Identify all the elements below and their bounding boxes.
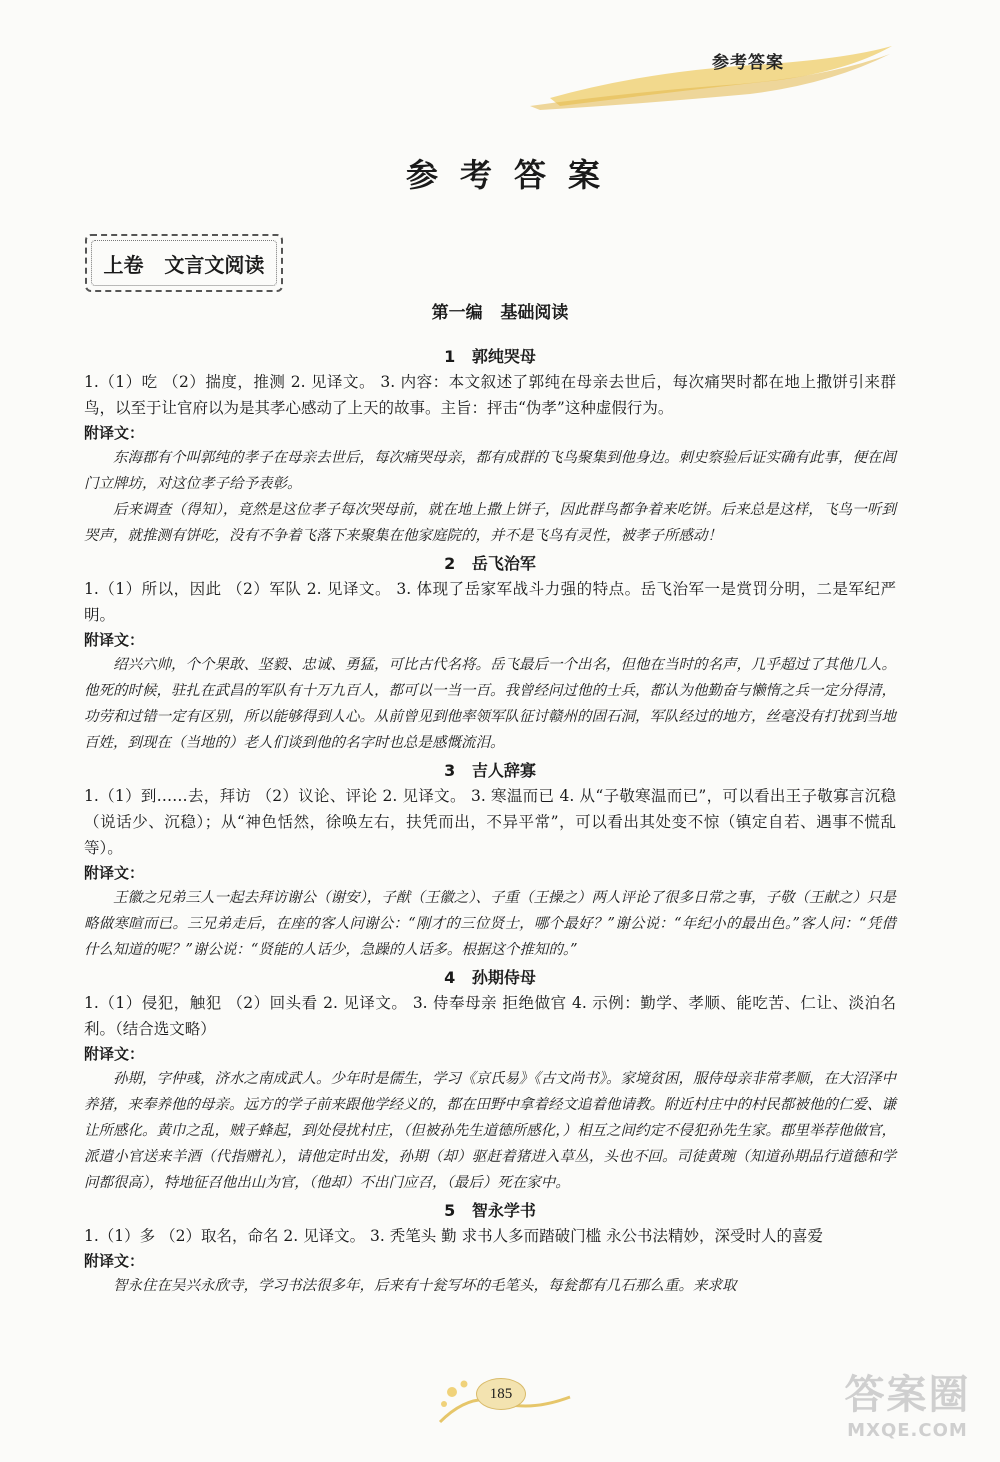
translation-paragraph: 孙期，字仲彧，济水之南成武人。少年时是儒生，学习《京氏易》《古文尚书》。家境贫困，服侍母亲非常孝顺，在大沼泽中养猪，来奉养他的母亲。远方的学子前来跟他学经义的，都在田野中拿着经文追着他请教。附近村庄中的村民都被他的仁爱、谦让所感化。黄巾之乱，贼子蜂起，到处侵扰村庄，（但被孙先生道德所感化，）相互之间约定不侵犯孙先生家。郡里举荐他做官，派遣小官送来羊酒（代指赠礼），请他定时出发，孙期（却）驱赶着猪进入草丛，头也不回。司徒黄琬（知道孙期品行道德和学问都很高），特地征召他出山为官，（他却）不出门应召，（最后）死在家中。 (84, 1071, 896, 1191)
lesson-title: 4 孙期侍母 (444, 968, 536, 987)
translation-label: 附译文： (84, 1252, 145, 1270)
section-box (85, 234, 283, 292)
lesson-answer: 1.（1）所以，因此 （2）军队 2. 见译文。 3. 体现了岳家军战斗力强的特点。岳飞治军一是赏罚分明，二是军纪严明。 (84, 580, 896, 624)
header-label: 参考答案 (712, 53, 784, 73)
answer-content (84, 342, 896, 1299)
watermark-text: 答案圈 (844, 1372, 971, 1418)
lesson-title: 1 郭纯哭母 (444, 347, 536, 366)
translation-label: 附译文： (84, 631, 145, 649)
lesson-answer: 1.（1）到……去，拜访 （2）议论、评论 2. 见译文。 3. 寒温而已 4. 从“子敬寒温而已”，可以看出王子敬寡言沉稳（说话少、沉稳）；从“神色恬然，徐唤左右，扶凭而出，不异平常”，可以看出其处变不惊（镇定自若、遇事不慌乱等）。 (84, 787, 896, 857)
translation-paragraph: 智永住在吴兴永欣寺，学习书法很多年，后来有十瓮写坏的毛笔头，每瓮都有几石那么重。来求取 (113, 1278, 737, 1294)
section-label: 上卷 文言文阅读 (103, 253, 265, 277)
lesson-title: 3 吉人辞寡 (444, 761, 536, 780)
watermark-url: MXQE.COM (847, 1420, 968, 1441)
lesson-title: 5 智永学书 (444, 1201, 536, 1220)
lesson-answer: 1.（1）吃 （2）揣度，推测 2. 见译文。 3. 内容：本文叙述了郭纯在母亲去世后，每次痛哭时都在地上撒饼引来群鸟，以至于让官府以为是其孝心感动了上天的故事。主旨：抨击“伪孝”这种虚假行为。 (84, 373, 896, 417)
translation-paragraph: 东海郡有个叫郭纯的孝子在母亲去世后，每次痛哭母亲，都有成群的飞鸟聚集到他身边。刺史察验后证实确有此事，便在闾门立牌坊，对这位孝子给予表彰。 (84, 450, 896, 492)
translation-label: 附译文： (84, 1045, 145, 1063)
lesson-2 (84, 551, 896, 756)
lesson-title: 2 岳飞治军 (444, 554, 536, 573)
translation-paragraph: 王徽之兄弟三人一起去拜访谢公（谢安），子猷（王徽之）、子重（王操之）两人评论了很多日常之事，子敬（王献之）只是略做寒暄而已。三兄弟走后，在座的客人问谢公：“刚才的三位贤士，哪个最好？”谢公说：“年纪小的最出色。”客人问：“凭借什么知道的呢？”谢公说：“贤能的人话少，急躁的人话多。根据这个推知的。” (84, 890, 896, 958)
lesson-1 (84, 344, 896, 549)
lesson-5 (84, 1198, 896, 1299)
lesson-answer: 1.（1）多 （2）取名，命名 2. 见译文。 3. 秃笔头 勤 求书人多而踏破门槛 永公书法精妙，深受时人的喜爱 (84, 1227, 824, 1245)
page-title: 参考答案 (405, 156, 622, 194)
translation-label: 附译文： (84, 864, 145, 882)
lesson-answer: 1.（1）侵犯，触犯 （2）回头看 2. 见译文。 3. 侍奉母亲 拒绝做官 4. 示例：勤学、孝顺、能吃苦、仁让、淡泊名利。（结合选文略） (84, 994, 896, 1038)
lesson-4 (84, 965, 896, 1196)
translation-paragraph: 后来调查（得知），竟然是这位孝子每次哭母前，就在地上撒上饼子，因此群鸟都争着来吃饼。后来总是这样，飞鸟一听到哭声，就推测有饼吃，没有不争着飞落下来聚集在他家庭院的，并不是飞鸟有灵性，被孝子所感动！ (84, 502, 896, 544)
page-number: 185 (476, 1378, 526, 1410)
translation-paragraph: 绍兴六帅，个个果敢、坚毅、忠诚、勇猛，可比古代名将。岳飞最后一个出名，但他在当时的名声，几乎超过了其他几人。他死的时候，驻扎在武昌的军队有十万九百人，都可以一当一百。我曾经问过他的士兵，都认为他勤奋与懒惰之兵一定分得清，功劳和过错一定有区别，所以能够得到人心。从前曾见到他率领军队征讨赣州的固石洞，军队经过的地方，丝毫没有打扰到当地百姓，到现在（当地的）老人们谈到他的名字时也总是感慨流泪。 (84, 657, 896, 751)
lesson-3 (84, 758, 896, 963)
translation-label: 附译文： (84, 424, 145, 442)
watermark-logo (820, 1370, 995, 1455)
part-title: 第一编 基础阅读 (431, 303, 569, 323)
